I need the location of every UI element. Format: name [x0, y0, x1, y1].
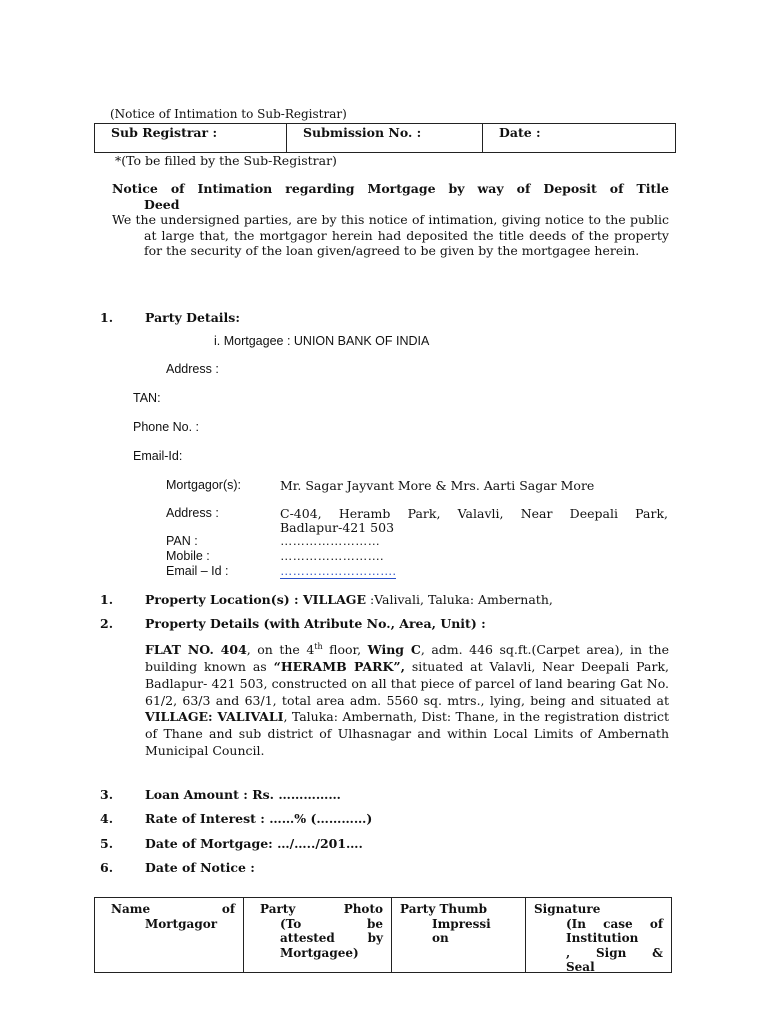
notice-block [112, 181, 669, 259]
pan-label: PAN : [166, 534, 198, 548]
section1-title: Party Details: [145, 310, 240, 325]
pan-value: …………………… [280, 534, 380, 548]
notice-body: We the undersigned parties, are by this notice of intimation, giving notice to the public at large that, the mortgagor herein had deposited the title deeds of the property for the security of the loan given/agreed to be given by the mortgagee herein. [112, 212, 669, 258]
property-location-value: :Valivali, Taluka: Ambernath, [365, 592, 553, 607]
mortgagor-value: Mr. Sagar Jayvant More & Mrs. Aarti Sagar More [280, 478, 595, 493]
item5-number: 5. [100, 836, 114, 851]
mobile-value: ……………………. [280, 549, 384, 563]
property-location [145, 592, 553, 607]
notice-title-line2: Deed [144, 196, 180, 212]
signature-table [94, 897, 672, 973]
mortgagee-line: i. Mortgagee : UNION BANK OF INDIA [214, 334, 430, 348]
header-note: (Notice of Intimation to Sub-Registrar) [110, 107, 347, 121]
flat-number: FLAT NO. 404 [145, 642, 247, 658]
mortgagor-address-label: Address : [166, 506, 219, 520]
date-of-mortgage: Date of Mortgage: …/…../201…. [145, 836, 363, 851]
mortgagor-address-line1: C-404, Heramb Park, Valavli, Near Deepali Park, [280, 506, 668, 521]
mobile-label: Mobile : [166, 549, 210, 563]
col2-line4: Mortgagee) [280, 945, 359, 960]
col4-line2: (In case of [566, 916, 663, 931]
filled-by-note: *(To be filled by the Sub-Registrar) [115, 153, 337, 168]
tan-label: TAN: [133, 391, 161, 405]
property-location-label: Property Location(s) : VILLAGE [145, 592, 366, 607]
mortgagor-label: Mortgagor(s): [166, 478, 242, 492]
desc-text-2: floor, [322, 642, 368, 658]
col-party-photo [243, 898, 391, 972]
desc-text-1: , on the 4 [246, 642, 315, 658]
wing-name: Wing C [367, 642, 421, 658]
phone-label: Phone No. : [133, 420, 200, 434]
col1-line1: Name of [111, 902, 235, 916]
email-id-label: Email – Id : [166, 564, 229, 578]
col4-line4: , Sign & [566, 945, 663, 960]
col1-line2: Mortgagor [145, 916, 218, 931]
col3-line1: Party Thumb [400, 902, 487, 916]
col3-line2: Impressi [432, 916, 491, 931]
col-thumb-impression [391, 898, 525, 972]
rate-of-interest: Rate of Interest : ……% (…………) [145, 811, 373, 826]
email-label: Email-Id: [133, 449, 183, 463]
desc-text-4: situated at Valavli, Near Deepali Park, Badlapur- 421 503, constructed on all that piece of parcel of land bearing Gat No. 61/2, 63/3 and 63/1, total area adm. 5560 sq. mtrs., lying, being and situated at [145, 658, 669, 708]
location-number: 1. [100, 592, 114, 607]
sub-registrar-cell: Sub Registrar : [111, 125, 218, 140]
submission-no-cell: Submission No. : [286, 124, 482, 152]
desc-text-3: , adm. 446 sq.ft.(Carpet area), in the building known as [145, 642, 669, 674]
item3-number: 3. [100, 787, 114, 802]
item6-number: 6. [100, 860, 114, 875]
email-id-link[interactable]: ………………………. [280, 564, 396, 578]
loan-amount: Loan Amount : Rs. …………… [145, 787, 341, 802]
col-mortgagor-name [95, 898, 243, 972]
mortgagee-address-label: Address : [166, 362, 219, 376]
village-name: VILLAGE: VALIVALI [145, 709, 284, 725]
col4-line5: Seal [566, 960, 595, 974]
floor-superscript: th [314, 642, 323, 651]
col4-line3: Institution [566, 931, 639, 945]
property-details-label: Property Details (with Atribute No., Area, Unit) : [145, 616, 486, 631]
notice-title-line1: Notice of Intimation regarding Mortgage by way of Deposit of Title [112, 181, 669, 196]
date-of-notice: Date of Notice : [145, 860, 255, 875]
details-number: 2. [100, 616, 114, 631]
col-signature [525, 898, 671, 972]
desc-text-5: , Taluka: Ambernath, Dist: Thane, in the registration district of Thane and sub district of Ulhasnagar and within Local Limits of Ambernath Municipal Council. [145, 709, 669, 758]
col2-line1: Party Photo [260, 902, 383, 916]
col2-line3: attested by [280, 931, 383, 945]
item4-number: 4. [100, 811, 114, 826]
date-cell: Date : [482, 124, 675, 152]
registrar-table [94, 123, 676, 153]
section1-number: 1. [100, 310, 114, 325]
col2-line2: (To be [280, 916, 383, 931]
col3-line3: on [432, 931, 449, 945]
building-name: “HERAMB PARK”, [273, 658, 405, 674]
mortgagor-address-line2: Badlapur-421 503 [280, 520, 395, 535]
col4-line1: Signature [534, 902, 601, 916]
property-description [145, 639, 669, 760]
